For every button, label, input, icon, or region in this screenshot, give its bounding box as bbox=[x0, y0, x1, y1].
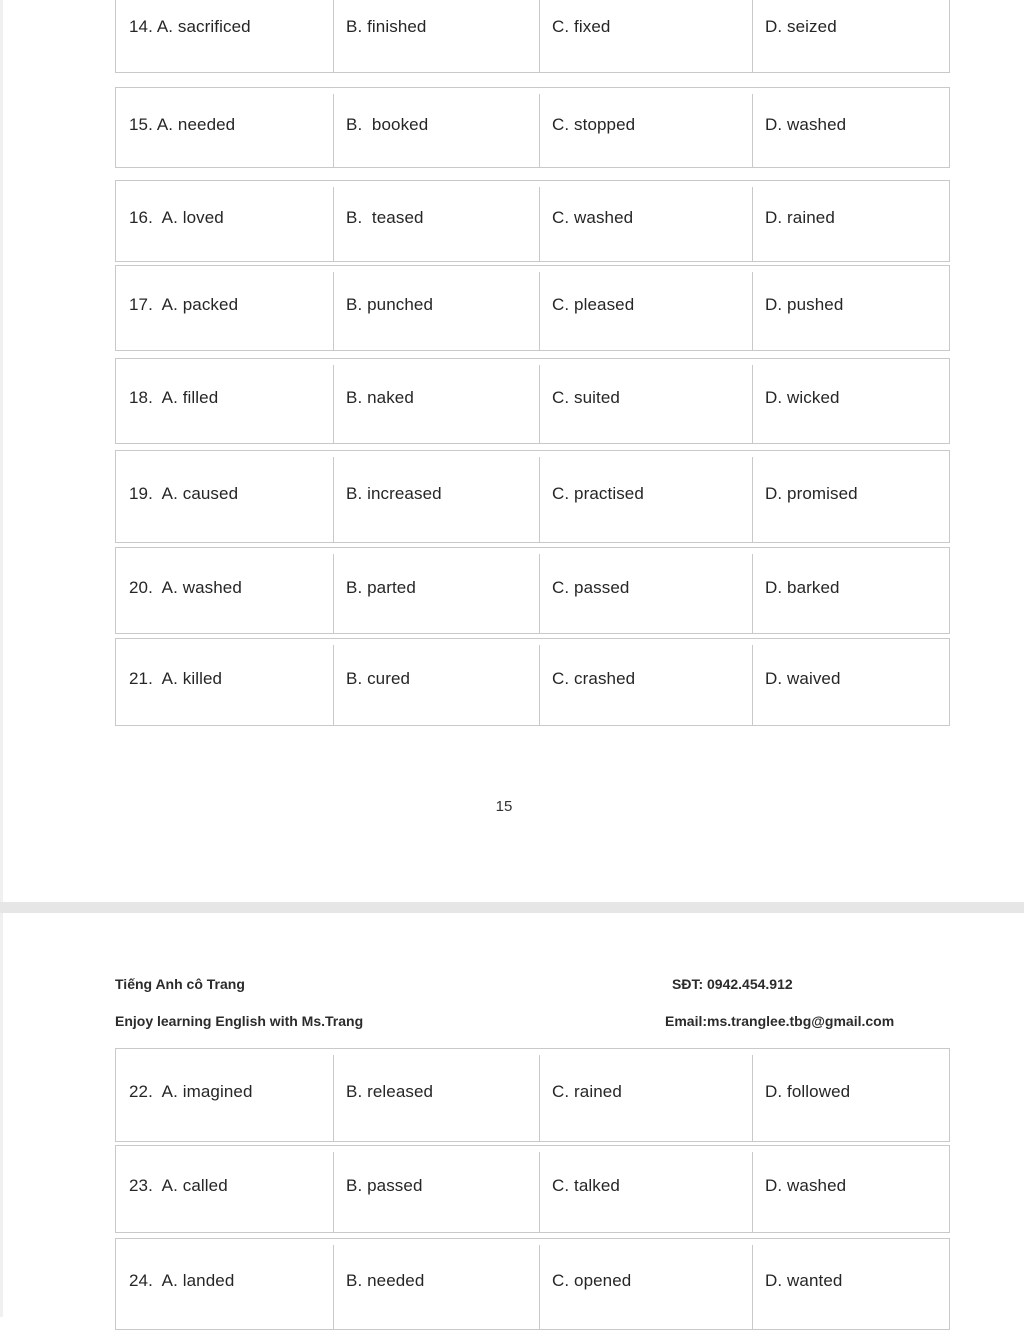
option-cell-c: C. passed bbox=[539, 548, 752, 633]
question-row-18 bbox=[115, 358, 950, 444]
option-cell-a: 17. A. packed bbox=[129, 295, 239, 314]
header-slogan: Enjoy learning English with Ms.Trang bbox=[115, 1013, 364, 1029]
header-email: Email:ms.tranglee.tbg@gmail.com bbox=[665, 1013, 895, 1029]
option-cell-d: D. pushed bbox=[752, 266, 949, 350]
question-row-21 bbox=[115, 638, 950, 726]
option-cell-a: 22. A. imagined bbox=[129, 1082, 253, 1101]
option-cell-b: B. released bbox=[333, 1049, 539, 1141]
option-cell-d: D. barked bbox=[752, 548, 949, 633]
option-cell-c: C. crashed bbox=[539, 639, 752, 725]
option-cell-d: D. rained bbox=[752, 181, 949, 261]
option-cell-d: D. washed bbox=[752, 88, 949, 167]
question-row-17 bbox=[115, 265, 950, 351]
option-cell-a: 14. A. sacrificed bbox=[129, 16, 251, 36]
option-cell-b: B. finished bbox=[333, 0, 539, 72]
option-cell-c: C. stopped bbox=[539, 88, 752, 167]
option-cell-b: B. naked bbox=[333, 359, 539, 443]
option-cell-d: D. wicked bbox=[752, 359, 949, 443]
option-cell-c: C. rained bbox=[539, 1049, 752, 1141]
question-row-20 bbox=[115, 547, 950, 634]
option-cell-a: 23. A. called bbox=[129, 1176, 228, 1195]
option-cell-d: D. followed bbox=[752, 1049, 949, 1141]
question-row-19 bbox=[115, 450, 950, 543]
option-cell-a: 21. A. killed bbox=[129, 669, 223, 688]
option-cell-a: 16. A. loved bbox=[129, 208, 224, 227]
option-cell-b: B. booked bbox=[333, 88, 539, 167]
option-cell-b: B. needed bbox=[333, 1239, 539, 1329]
option-cell-c: C. opened bbox=[539, 1239, 752, 1329]
question-row-15 bbox=[115, 87, 950, 168]
question-row-23 bbox=[115, 1145, 950, 1233]
option-cell-b: B. passed bbox=[333, 1146, 539, 1232]
option-cell-a: 18. A. filled bbox=[129, 388, 219, 407]
option-cell-a: 20. A. washed bbox=[129, 577, 242, 597]
option-cell-b: B. increased bbox=[333, 451, 539, 542]
header-phone: SĐT: 0942.454.912 bbox=[672, 976, 793, 992]
question-row-22 bbox=[115, 1048, 950, 1142]
option-cell-c: C. talked bbox=[539, 1146, 752, 1232]
option-cell-b: B. cured bbox=[333, 639, 539, 725]
page-left-edge bbox=[0, 0, 3, 1317]
option-cell-d: D. wanted bbox=[752, 1239, 949, 1329]
header-title: Tiếng Anh cô Trang bbox=[115, 976, 245, 992]
option-cell-a: 24. A. landed bbox=[129, 1271, 235, 1290]
option-cell-b: B. teased bbox=[333, 181, 539, 261]
question-row-14 bbox=[115, 0, 950, 73]
option-cell-b: B. parted bbox=[333, 548, 539, 633]
option-cell-d: D. washed bbox=[752, 1146, 949, 1232]
option-cell-d: D. promised bbox=[752, 451, 949, 542]
question-row-16 bbox=[115, 180, 950, 262]
page-separator bbox=[0, 902, 1024, 913]
question-row-24 bbox=[115, 1238, 950, 1330]
page-number: 15 bbox=[495, 798, 513, 815]
option-cell-c: C. washed bbox=[539, 181, 752, 261]
option-cell-d: D. waived bbox=[752, 639, 949, 725]
option-cell-a: 19. A. caused bbox=[129, 483, 239, 503]
option-cell-a: 15. A. needed bbox=[129, 114, 236, 134]
option-cell-c: C. pleased bbox=[539, 266, 752, 350]
option-cell-c: C. suited bbox=[539, 359, 752, 443]
option-cell-b: B. punched bbox=[333, 266, 539, 350]
option-cell-c: C. fixed bbox=[539, 0, 752, 72]
option-cell-d: D. seized bbox=[752, 0, 949, 72]
option-cell-c: C. practised bbox=[539, 451, 752, 542]
